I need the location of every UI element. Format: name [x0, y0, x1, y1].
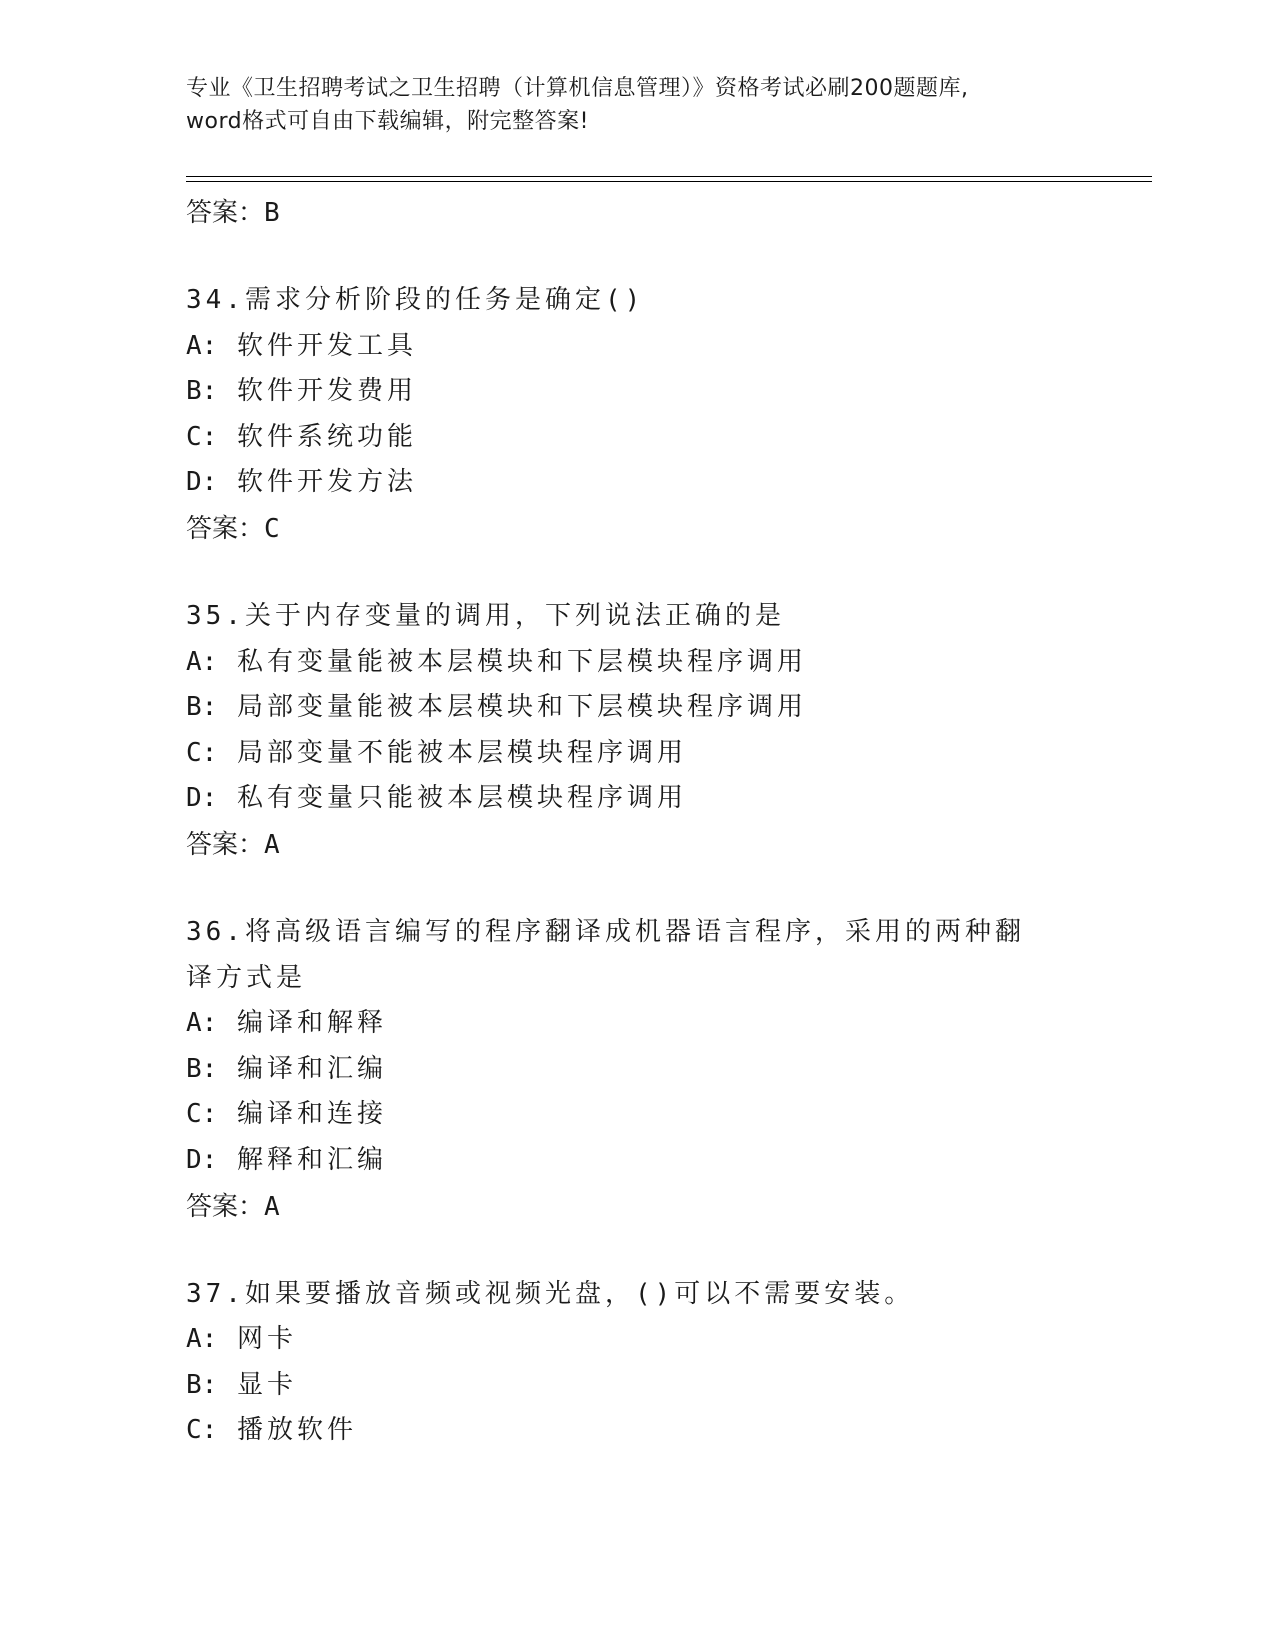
option-letter: B:	[186, 692, 218, 723]
answer-label: 答案：	[186, 513, 265, 544]
option-text: 编译和解释	[236, 1008, 387, 1039]
option-letter: B:	[186, 1053, 218, 1084]
option-a	[186, 1001, 1086, 1047]
option-c	[186, 731, 1086, 777]
question-block	[186, 1272, 1086, 1454]
document-header	[186, 72, 1086, 138]
option-text: 局部变量不能被本层模块程序调用	[236, 737, 687, 768]
option-c	[186, 1092, 1086, 1138]
answer-line	[186, 190, 1086, 236]
option-letter: B:	[186, 1369, 218, 1400]
option-a	[186, 1317, 1086, 1363]
option-d	[186, 776, 1086, 822]
answer-line	[186, 822, 1086, 868]
option-c	[186, 415, 1086, 461]
option-d	[186, 1138, 1086, 1184]
answer-value: C	[264, 513, 280, 544]
option-text: 私有变量能被本层模块和下层模块程序调用	[236, 646, 807, 677]
option-b	[186, 369, 1086, 415]
option-letter: C:	[186, 1099, 218, 1130]
option-a	[186, 640, 1086, 686]
question-block	[186, 278, 1086, 552]
answer-value: A	[264, 1191, 280, 1222]
option-text: 软件开发方法	[236, 467, 417, 498]
answer-label: 答案：	[186, 829, 265, 860]
option-text: 网卡	[236, 1324, 297, 1355]
option-text: 私有变量只能被本层模块程序调用	[236, 783, 687, 814]
option-text: 软件开发费用	[236, 376, 417, 407]
option-text: 软件系统功能	[236, 421, 417, 452]
header-divider-top	[186, 176, 1152, 177]
option-b	[186, 1047, 1086, 1093]
answer-label: 答案：	[186, 198, 265, 228]
option-letter: C:	[186, 737, 218, 768]
question-block	[186, 910, 1086, 1230]
option-letter: A:	[186, 646, 218, 677]
option-text: 软件开发工具	[236, 330, 417, 361]
option-letter: D:	[186, 467, 218, 498]
option-text: 编译和汇编	[236, 1053, 387, 1084]
option-b	[186, 1363, 1086, 1409]
option-text: 编译和连接	[236, 1099, 387, 1130]
option-letter: A:	[186, 1008, 218, 1039]
option-text: 局部变量能被本层模块和下层模块程序调用	[236, 692, 807, 723]
header-line-2: word格式可自由下载编辑，附完整答案!	[186, 109, 589, 134]
option-letter: C:	[186, 1415, 218, 1446]
question-text: 35.关于内存变量的调用，下列说法正确的是	[186, 600, 785, 631]
question-block	[186, 594, 1086, 868]
option-letter: D:	[186, 1144, 218, 1175]
option-letter: A:	[186, 1324, 218, 1355]
option-letter: C:	[186, 421, 218, 452]
header-line-1: 专业《卫生招聘考试之卫生招聘（计算机信息管理）》资格考试必刷200题题库,	[186, 76, 969, 101]
option-letter: A:	[186, 330, 218, 361]
option-c	[186, 1408, 1086, 1454]
question-text: 37.如果要播放音频或视频光盘，()可以不需要安装。	[186, 1278, 915, 1309]
option-b	[186, 685, 1086, 731]
option-text: 播放软件	[236, 1415, 357, 1446]
option-text: 解释和汇编	[236, 1144, 387, 1175]
answer-line	[186, 506, 1086, 552]
option-a	[186, 324, 1086, 370]
option-letter: D:	[186, 783, 218, 814]
option-letter: B:	[186, 376, 218, 407]
option-d	[186, 460, 1086, 506]
question-text: 36.将高级语言编写的程序翻译成机器语言程序，采用的两种翻译方式是	[186, 916, 1025, 993]
answer-label: 答案：	[186, 1191, 265, 1222]
question-text: 34.需求分析阶段的任务是确定()	[186, 285, 645, 315]
question-list	[186, 190, 1086, 1454]
header-divider-bottom	[186, 181, 1152, 182]
answer-value: A	[264, 829, 280, 860]
answer-value: B	[264, 198, 280, 228]
option-text: 显卡	[236, 1369, 297, 1400]
answer-line	[186, 1184, 1086, 1230]
